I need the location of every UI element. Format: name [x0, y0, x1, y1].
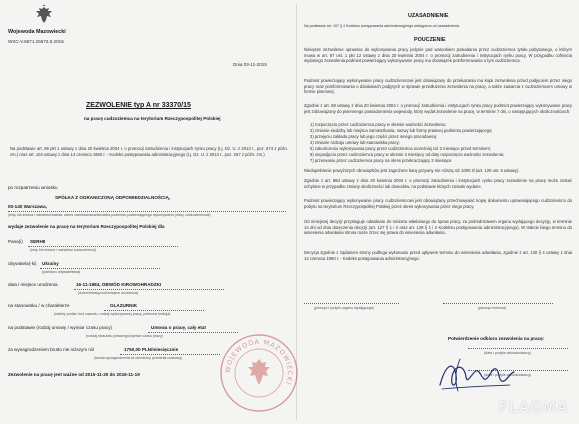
person-dotted-line	[28, 246, 178, 247]
contract-value: Umowa o pracę, cały etat	[151, 325, 206, 330]
position-dotted-line	[104, 310, 204, 311]
name-stamp-caption: (pieczęć imienna)	[478, 306, 507, 310]
salary-value: 1750,00 PLN/miesięcznie	[124, 347, 179, 352]
official-seal-icon	[218, 332, 300, 414]
validity-period: Zezwolenie na pracę jest ważne od 2015-11-20 do 2016-11-19	[8, 372, 140, 377]
person-caption: (imię lub imiona i nazwisko cudzoziemca)	[30, 248, 96, 252]
instruction-heading: POUCZENIE	[414, 37, 446, 43]
receipt-line-1	[468, 348, 568, 349]
obligation-item: 2) zmianie siedziby lub miejsca zamieszkania, nazwy lub formy prawnej podmiotu powierzającego;	[310, 128, 493, 133]
issuing-authority: Wojewoda Mazowiecki	[8, 29, 66, 35]
obligation-item: 5) zakończeniu wykonywania pracy przez cudzoziemca wcześniej niż 3 miesiące przed terminem;	[310, 146, 492, 151]
birth-dotted-line	[74, 289, 224, 290]
contract-caption: (rodzaj stosunku prawnego/wymiar czasu pracy)	[86, 334, 163, 338]
instruction-paragraph-7: Od niniejszej decyzji przysługuje odwołanie do ministra właściwego do spraw pracy, za pośrednictwem organu wydającego decyzję, w terminie 14 dni od dnia doręczenia decyzji (art. 127 § 1 i 2 oraz art. 129 § 1 i 2 Kodeksu postępowania administracyjnego). W trakcie biegu terminu do wniesienia odwołania strona może zrzec się prawa do wniesienia odwołania.	[304, 219, 572, 236]
employer-address: 00-140 Warszawa,	[8, 204, 47, 209]
seal-text: WOJEWODA MAZOWIECKI	[223, 337, 295, 387]
justification-heading: UZASADNIENIE	[408, 13, 449, 19]
obligation-item: 6) niepodjęciu przez cudzoziemca pracy w okresie 3 miesięcy od daty rozpoczęcia ważności zezwolenia;	[310, 152, 505, 157]
instruction-paragraph-8: Decyzja zgodnie z żądaniem strony podlega wykonaniu przed upływem terminu do wniesienia odwołania, zgodnie z art. 130 § 4 ustawy z dnia 14 czerwca 1960 r. - Kodeks postępowania administracyjnego.	[304, 250, 572, 261]
organ-signature-line	[304, 303, 399, 304]
organ-signature-caption: (pieczęć i podpis organu wydającego)	[314, 306, 375, 310]
obligation-item: 4) zmianie rodzaju umowy lub stanowiska pracy;	[310, 140, 400, 145]
handwritten-signature-icon	[436, 355, 516, 397]
issue-date: Dnia 03-11-2015	[233, 62, 267, 67]
person-label: Pana(i)	[8, 239, 23, 244]
employer-name: SPÓŁKA Z OGRANICZONĄ ODPOWIEDZIALNOŚCIĄ,	[55, 195, 171, 200]
position-caption: (należy podać: kod zawodu, rodzaj wykonywanej pracy, pełniona funkcja)	[54, 312, 171, 316]
permit-subtitle: na pracę cudzoziemca na terytorium Rzeczypospolitej Polskiej	[84, 116, 221, 121]
position-value: GLAZURNIK	[110, 303, 138, 308]
receipt-heading: Potwierdzenie odbioru zezwolenia na pracę:	[448, 336, 545, 341]
citizenship-value: Ukrainy	[42, 261, 59, 266]
employer-caption: (imię lub imiona i nazwisko/nazwa, adres zamieszkania/siedziba podmiotu powierzającego wykonywanie pracy cudzoziemcowi)	[8, 213, 211, 217]
request-label: po rozpatrzeniu wniosku	[8, 185, 58, 190]
receipt-caption-2: (data i podpis wnioskodawcy)	[484, 373, 531, 377]
salary-caption: (kwota wynagrodzenia za określony przedział czasowy)	[94, 356, 183, 360]
salary-dotted-line	[120, 354, 220, 355]
instruction-paragraph-1: Niniejsze zezwolenie uprawnia do wykonywania pracy jedynie pod warunkiem posiadania przez cudzoziemca tytułu pobytowego, o którym mowa w art. 87 ust. 1 pkt 12 ustawy z dnia 20 kwietnia 2004 r. o promocji zatrudnienia i instytucjach rynku pracy. W przypadku cofnięcia wydanego zezwolenia podmiot powierzający wykonywanie pracy ma obowiązek poinformowania o tym cudzoziemca.	[304, 47, 572, 64]
obligation-item: 7) przerwaniu przez cudzoziemca pracy na okres przekraczający 3 miesiące.	[310, 158, 453, 163]
obligation-item: 1) rozpoczęciu przez cudzoziemca pracy w okresie ważności zezwolenia;	[310, 122, 446, 127]
position-label: na stanowisku / w charakterze	[8, 303, 70, 308]
instruction-paragraph-3: Zgodnie z art. 88 ustawy z dnia 20 kwietnia 2004 r. o promocji zatrudnienia i instytucjach rynku pracy podmiot powierzający wykonywanie pracy jest zobowiązany do pisemnego powiadomienia wojewody, który wydał zezwolenie na pracę, w terminie 7 dni, o następujących okolicznościach:	[304, 103, 572, 114]
birth-label: data i miejsce urodzenia	[8, 282, 58, 287]
birth-value: 16-11-1984, OBWÓD KIROWOHRADZKI	[76, 282, 162, 287]
polish-eagle-emblem-icon	[34, 4, 54, 26]
salary-label: za wynagrodzeniem brutto nie niższym niż	[8, 347, 95, 352]
name-stamp-line	[443, 303, 553, 304]
instruction-paragraph-6: Podmiot powierzający wykonywanie pracy cudzoziemcowi jest obowiązany przechowywać kopię dokumentu uprawniającego cudzoziemca do pobytu na terytorium Rzeczypospolitej Polskiej przez okres wykonywania przez niego pracy.	[304, 198, 572, 209]
birth-caption: (dzień/miesiąc/rok/miejsce urodzenia)	[78, 291, 139, 295]
justification-text: Na podstawie art. 107 § 4 Kodeksu postępowania administracyjnego odstąpiono od uzasadnienia.	[304, 24, 460, 28]
instruction-paragraph-5: Zgodnie z art. 88d ustawy z dnia 20 kwietnia 2004 r. o promocji zatrudnienia i instytucjach rynku pracy zezwolenie na pracę może zostać uchylone w przypadku zmiany okoliczności lub dowodów, na podstawie których zostało wydane.	[304, 178, 572, 189]
issues-line: wydaje zezwolenie na pracę na terytorium Rzeczypospolitej Polskiej dla	[8, 224, 165, 229]
contract-label: na podstawie (rodzaj umowy / wymiar czasu pracy)	[8, 325, 112, 330]
watermark: FLAGMA	[498, 400, 569, 416]
receipt-caption-1: (data i podpis wnioskodawcy)	[484, 351, 531, 355]
case-number: WSC-V.8671.26673.5.2015	[8, 39, 64, 44]
citizenship-label: obywatela(-ki)	[8, 261, 37, 266]
citizenship-caption: (państwo obywatelstwa)	[42, 270, 81, 274]
instruction-paragraph-4: Niedopełnienie powyższych obowiązków jest zagrożone karą grzywny nie niższą niż 1000 zł (art. 120 ust. 6 ustawy).	[304, 168, 520, 173]
legal-basis: Na podstawie art. 88 pkt 1 ustawy z dnia 20 kwietnia 2004 r. o promocji zatrudnienia i instytucjach rynku pracy (t.j. Dz. U. z 2013 r., poz. 674 z późn. zm.) oraz art. 104 ustawy z dnia 14 czerwca 1960 r. - Kodeks postępowania administracyjnego (t.j. Dz. U. z 2013 r., poz. 267 z późn. zm.)	[10, 146, 288, 157]
employer-dotted-line	[8, 211, 286, 212]
person-name: SERHII	[30, 239, 46, 244]
obligation-item: 3) przejęciu zakładu pracy lub jego części przez innego pracodawcę;	[310, 134, 438, 139]
citizenship-dotted-line	[40, 268, 160, 269]
instruction-paragraph-2: Podmiot powierzający wykonywanie pracy cudzoziemcowi jest obowiązany do przekazania mu kopii zezwolenia przed podjęciem przez niego pracy oraz poinformowania o działaniach podjętych w sprawie przedłużenia zezwolenia na pracę, a także zawarcia z cudzoziemcem umowy w formie pisemnej.	[304, 78, 572, 95]
permit-title: ZEZWOLENIE typ A nr 33370/15	[86, 102, 191, 109]
